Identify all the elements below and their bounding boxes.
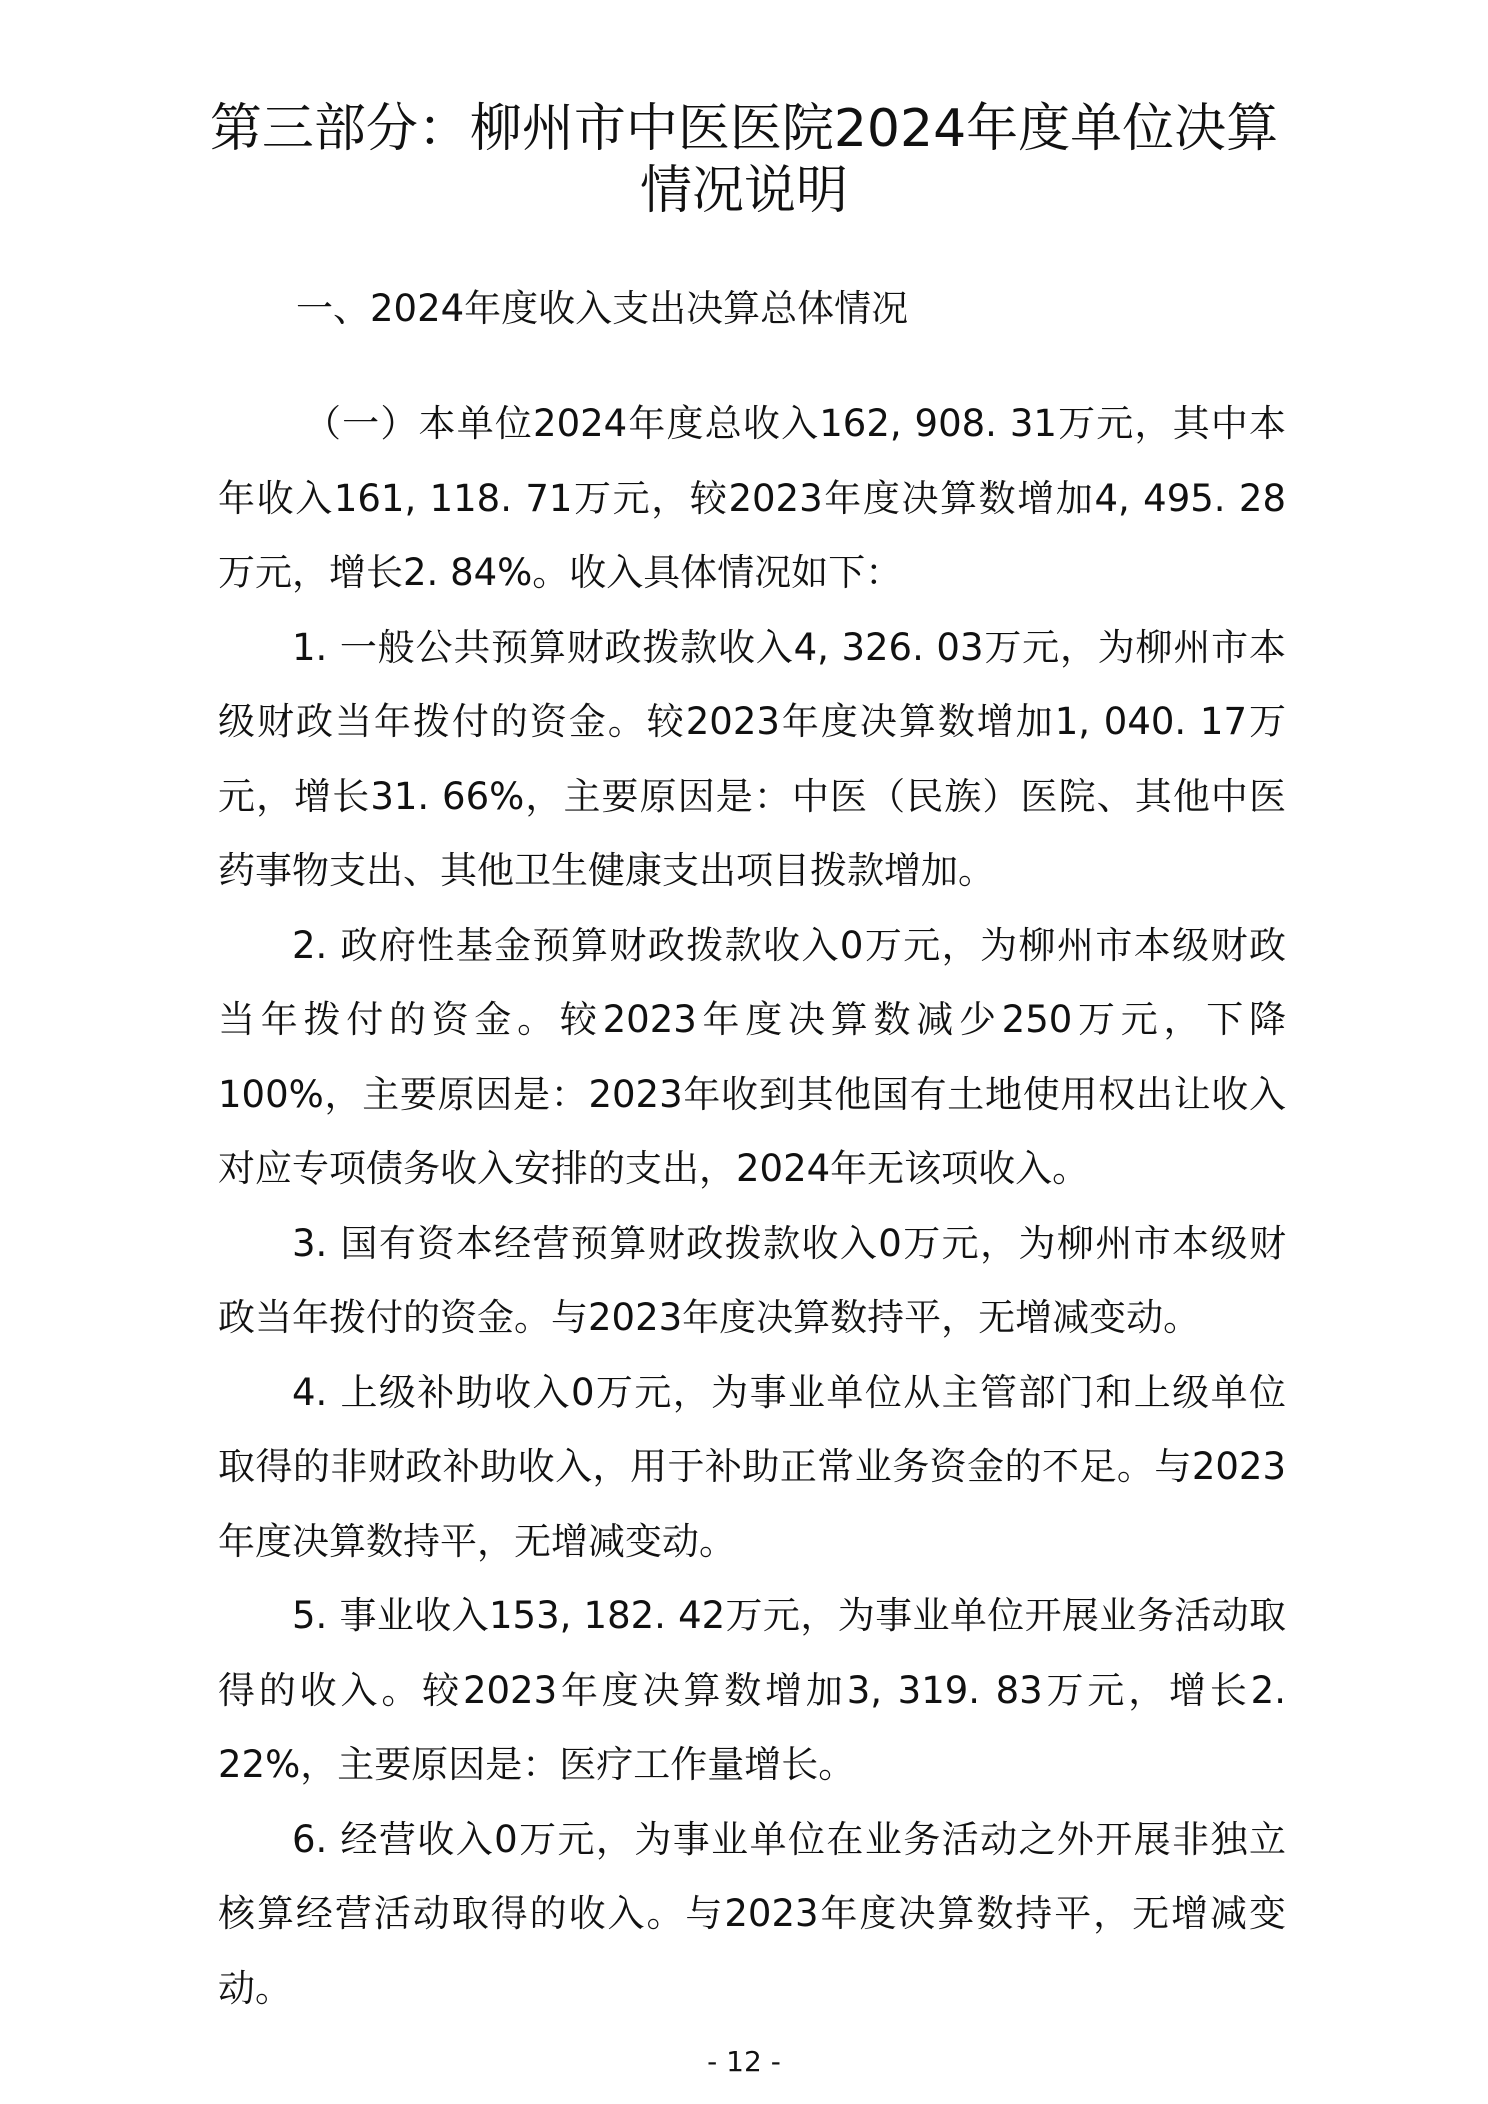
page-number: - 12 - bbox=[707, 2045, 781, 2078]
document-body bbox=[218, 387, 1286, 2026]
paragraph-state-capital-income: 3. 国有资本经营预算财政拨款收入0万元，为柳州市本级财政当年拨付的资金。与2023年度决算数持平，无增减变动。 bbox=[218, 1221, 1286, 1339]
page-title: 第三部分：柳州市中医医院2024年度单位决算情况说明 bbox=[209, 99, 1279, 221]
paragraph-business-income: 5. 事业收入153, 182. 42万元，为事业单位开展业务活动取得的收入。较2023年度决算数增加3, 319. 83万元，增长2. 22%，主要原因是：医疗工作量增长。 bbox=[218, 1594, 1286, 1786]
paragraph-total-income: （一）本单位2024年度总收入162, 908. 31万元，其中本年收入161, 118. 71万元，较2023年度决算数增加4, 495. 28万元，增长2. 84%。收入具体情况如下： bbox=[218, 402, 1286, 594]
paragraph-operating-income: 6. 经营收入0万元，为事业单位在业务活动之外开展非独立核算经营活动取得的收入。与2023年度决算数持平，无增减变动。 bbox=[218, 1817, 1286, 2010]
paragraph-general-budget-income: 1. 一般公共预算财政拨款收入4, 326. 03万元，为柳州市本级财政当年拨付的资金。较2023年度决算数增加1, 040. 17万元，增长31. 66%，主要原因是：中医（民族）医院、其他中医药事物支出、其他卫生健康支出项目拨款增加。 bbox=[218, 625, 1286, 892]
paragraph-government-fund-income: 2. 政府性基金预算财政拨款收入0万元，为柳州市本级财政当年拨付的资金。较2023年度决算数减少250万元，下降100%，主要原因是：2023年收到其他国有土地使用权出让收入对应专项债务收入安排的支出，2024年无该项收入。 bbox=[218, 923, 1286, 1190]
section-heading: 一、2024年度收入支出决算总体情况 bbox=[296, 287, 909, 330]
paragraph-superior-subsidy-income: 4. 上级补助收入0万元，为事业单位从主管部门和上级单位取得的非财政补助收入，用于补助正常业务资金的不足。与2023年度决算数持平，无增减变动。 bbox=[218, 1370, 1286, 1563]
